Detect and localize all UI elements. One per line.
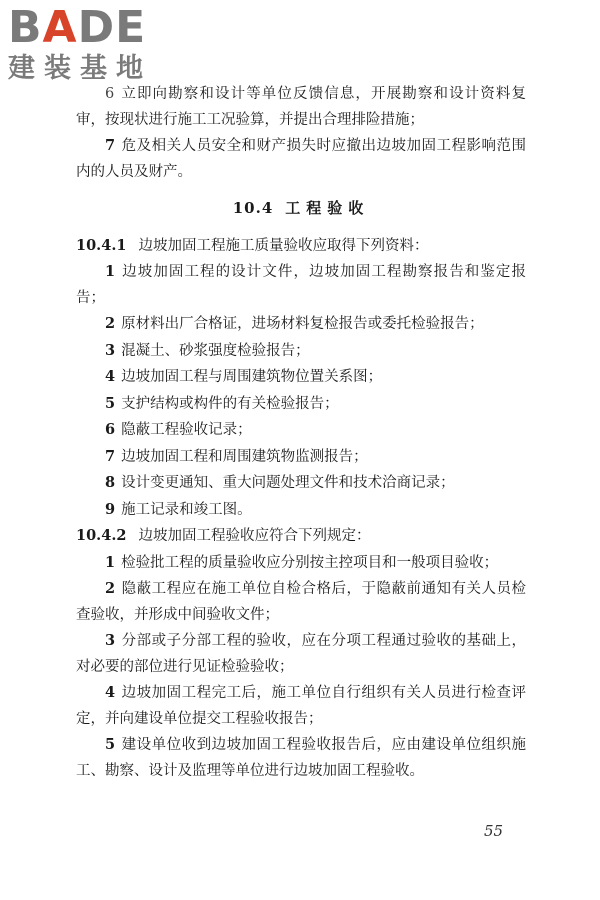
item-text: 建设单位收到边坡加固工程验收报告后，应由建设单位组织施工、勘察、设计及监理等单位进行边坡加固工程验收。 [76,737,526,779]
list-item [76,628,526,680]
item-number: 6 [105,421,116,438]
item-number: 7 [105,447,116,465]
clause-text: 边坡加固工程施工质量验收应取得下列资料： [138,237,429,254]
logo-wordmark: BADE [8,2,147,53]
item-number: 2 [105,315,116,332]
list-item [76,470,526,497]
item-text: 危及相关人员安全和财产损失时应撤出边坡加固工程影响范围内的人员及财产。 [76,138,526,180]
item-number: 9 [105,500,116,518]
item-number: 1 [105,553,116,571]
section-title: 工程验收 [285,199,370,217]
list-item [76,391,526,418]
brand-logo [8,2,178,90]
document-body [76,82,526,784]
item-number: 1 [105,263,116,280]
item-text: 边坡加固工程的设计文件，边坡加固工程勘察报告和鉴定报告； [76,264,526,306]
list-item [76,680,526,732]
clause-number: 10.4.1 [76,236,127,254]
list-item [76,497,526,524]
list-item [76,82,526,133]
logo-accent-letter: A [42,2,78,53]
item-number: 3 [105,632,116,649]
item-text: 隐蔽工程验收记录； [121,422,252,438]
list-item [76,732,526,784]
item-text: 原材料出厂合格证，进场材料复检报告或委托检验报告； [121,316,484,332]
item-text: 检验批工程的质量验收应分别按主控项目和一般项目验收； [121,554,499,571]
item-text: 立即向勘察和设计等单位反馈信息，开展勘察和设计资料复审，按现状进行施工工况验算，并提出合理排险措施； [76,86,526,128]
list-item [76,444,526,471]
item-text: 边坡加固工程与周围建筑物位置关系图； [121,369,383,385]
clause-10-4-2 [76,523,526,550]
item-text: 边坡加固工程完工后，施工单位自行组织有关人员进行检查评定，并向建设单位提交工程验收报告； [76,685,526,727]
logo-subtitle: 建装基地 [8,53,152,84]
list-item [76,550,526,577]
item-text: 施工记录和竣工图。 [121,501,252,518]
list-item [76,576,526,628]
list-item [76,364,526,391]
item-text: 支护结构或构件的有关检验报告； [121,395,339,412]
item-text: 混凝土、砂浆强度检验报告； [121,342,310,359]
item-number: 2 [105,580,116,597]
list-item [76,417,526,444]
clause-number: 10.4.2 [76,527,127,544]
section-heading [76,196,526,222]
list-item [76,133,526,185]
page-number: 55 [484,822,504,840]
item-number: 4 [105,368,116,385]
item-text: 分部或子分部工程的验收，应在分项工程通过验收的基础上，对必要的部位进行见证检验验收； [76,633,526,675]
item-number: 6 [105,86,115,102]
item-number: 3 [105,341,116,359]
clause-text: 边坡加固工程验收应符合下列规定： [138,528,371,544]
item-text: 隐蔽工程应在施工单位自检合格后，于隐蔽前通知有关人员检查验收，并形成中间验收文件； [76,581,526,623]
item-number: 8 [105,474,116,491]
list-item [76,338,526,365]
list-item [76,259,526,311]
section-number: 10.4 [232,199,274,217]
item-text: 设计变更通知、重大问题处理文件和技术洽商记录； [121,475,455,491]
item-number: 5 [105,394,116,412]
clause-10-4-1 [76,233,526,260]
item-text: 边坡加固工程和周围建筑物监测报告； [121,448,368,465]
item-number: 7 [105,137,116,154]
list-item [76,311,526,338]
item-number: 5 [105,736,116,753]
item-number: 4 [105,684,116,701]
